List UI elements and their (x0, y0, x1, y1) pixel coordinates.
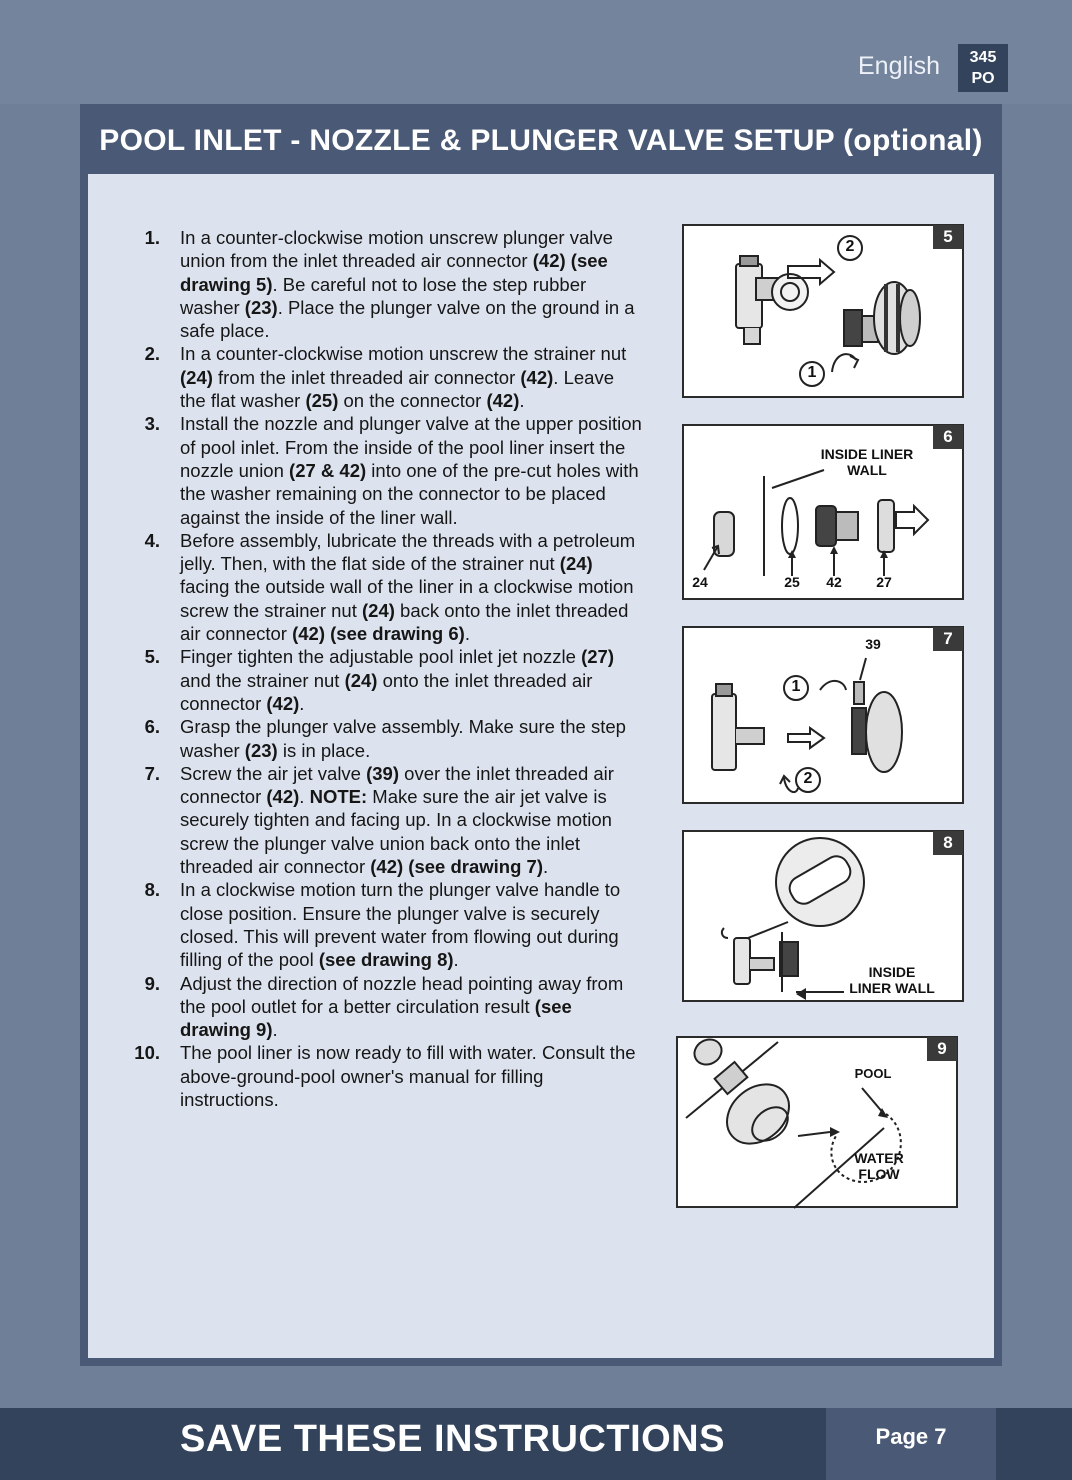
footer-save-instructions: SAVE THESE INSTRUCTIONS (180, 1418, 725, 1460)
step-text: Before assembly, lubricate the threads with a petroleum jelly. Then, with the flat side of the strainer nut (180, 529, 636, 575)
drawing-7-callout-2: 2 (803, 770, 813, 787)
step-text: (42) (see drawing 5) (180, 250, 608, 295)
step-text: . (464, 623, 470, 645)
instruction-step (124, 412, 644, 528)
step-text: The pool liner is now ready to fill with water. Consult the above-ground-pool owner's manual for filling instructions. (180, 1042, 636, 1110)
instruction-step (124, 342, 644, 412)
step-text: (see drawing 8) (318, 949, 454, 971)
inside-liner-wall-label: INSIDE LINER WALL (820, 446, 914, 478)
step-text: (42) (486, 390, 520, 412)
step-text: . (453, 949, 459, 971)
page-number: Page 7 (826, 1408, 996, 1480)
drawing-7-illustration (684, 628, 966, 806)
model-code-top: 345 (969, 49, 997, 66)
instruction-step (124, 878, 644, 971)
part-39-label: 39 (865, 636, 881, 652)
step-text: (42) (see drawing 6) (292, 623, 465, 645)
section-title: POOL INLET - NOZZLE & PLUNGER VALVE SETUP (optional) (99, 124, 983, 157)
step-text: (27) (581, 646, 614, 668)
step-text: . (519, 390, 525, 412)
step-text: and the strainer nut (180, 669, 345, 691)
instruction-step (124, 226, 644, 342)
step-text: from the inlet threaded air connector (212, 366, 521, 388)
step-text: (24) (559, 553, 593, 575)
step-number: 7. (144, 762, 160, 784)
step-number: 1. (144, 227, 160, 248)
step-text: Screw the air jet valve (180, 762, 367, 784)
drawing-number: 8 (933, 831, 963, 855)
part-27-label: 27 (876, 574, 892, 590)
step-text: Adjust the direction of nozzle head pointing away from the pool outlet for a better circulation result (180, 972, 624, 1017)
part-42-label: 42 (826, 574, 842, 590)
drawing-9-illustration (678, 1038, 960, 1210)
instruction-step (124, 972, 644, 1042)
step-text: is in place. (277, 739, 371, 761)
step-number: 2. (144, 343, 160, 365)
step-text: Install the nozzle and plunger valve at the upper position of pool inlet. From the inside of the pool liner insert the nozzle union (180, 413, 642, 481)
step-text: on the connector (338, 390, 487, 412)
content-panel (88, 174, 994, 1358)
step-text: into one of the pre-cut holes with the washer remaining on the connector to be placed against the inside of the liner wall. (180, 459, 639, 528)
step-text: (42) (see drawing 7) (370, 856, 543, 878)
drawing-9 (676, 1036, 958, 1208)
step-text: In a clockwise motion turn the plunger valve handle to close position. Ensure the plunger valve is securely closed. This will prevent water from flowing out during filling of the pool (180, 879, 621, 971)
drawing-7 (682, 626, 964, 804)
step-text: . (299, 692, 305, 714)
step-text: (39) (366, 762, 400, 784)
instruction-step (124, 529, 644, 645)
step-number: 6. (144, 716, 160, 738)
drawing-7-callout-1: 1 (791, 678, 801, 695)
instruction-step (124, 645, 644, 715)
step-number: 4. (144, 529, 160, 551)
step-text: onto the inlet threaded air connector (180, 669, 593, 714)
step-text: . Place the plunger valve on the ground in a safe place. (180, 296, 635, 342)
step-text: . (542, 856, 549, 878)
drawing-number: 5 (933, 225, 963, 249)
instruction-steps (124, 226, 644, 1111)
water-flow-label: WATER FLOW (854, 1150, 904, 1182)
step-number: 8. (144, 879, 160, 901)
pool-label: POOL (854, 1066, 892, 1081)
instruction-step (124, 715, 644, 762)
step-text: (42) (266, 692, 300, 714)
model-code-bottom: PO (971, 70, 995, 87)
drawing-5 (682, 224, 964, 398)
step-text: (42) (520, 366, 554, 388)
instruction-step (124, 762, 644, 878)
step-text: . Be careful not to lose the step rubber washer (180, 273, 587, 318)
step-text: over the inlet threaded air connector (180, 762, 614, 808)
drawing-5-callout-1: 1 (807, 364, 817, 381)
step-text: (42) (266, 786, 300, 808)
step-text: (23) (244, 296, 278, 318)
footer-bar (0, 1408, 1072, 1480)
part-24-label: 24 (692, 574, 708, 590)
step-text: (27 & 42) (289, 459, 367, 481)
part-25-label: 25 (784, 574, 800, 590)
section-frame (80, 104, 1002, 1366)
step-text: . Leave the flat washer (180, 366, 614, 412)
step-text: In a counter-clockwise motion unscrew plunger valve union from the inlet threaded air connector (180, 227, 613, 272)
drawing-6 (682, 424, 964, 600)
step-text: (24) (180, 366, 213, 388)
step-text: (see drawing 9) (180, 995, 572, 1041)
model-code-badge (958, 44, 1008, 92)
drawing-5-illustration (684, 226, 966, 400)
language-label: English (858, 52, 940, 80)
step-text: (25) (305, 390, 339, 412)
step-text: (24) (344, 669, 378, 691)
step-text: Grasp the plunger valve assembly. Make sure the step washer (180, 716, 626, 761)
step-text: facing the outside wall of the liner in a clockwise motion screw the strainer nut (180, 576, 634, 621)
step-text: (23) (244, 739, 278, 761)
instruction-step (124, 1041, 644, 1111)
step-number: 10. (134, 1042, 160, 1064)
step-number: 5. (144, 646, 160, 668)
drawing-8 (682, 830, 964, 1002)
step-text: Finger tighten the adjustable pool inlet jet nozzle (180, 646, 582, 668)
step-text: . (299, 786, 310, 808)
step-text: (24) (362, 599, 395, 621)
step-text: NOTE: (309, 786, 368, 808)
step-number: 3. (144, 413, 160, 435)
step-text: back onto the inlet threaded air connector (180, 599, 629, 645)
step-text: . (272, 1019, 278, 1041)
drawing-5-callout-2: 2 (845, 238, 855, 255)
inside-liner-wall-label: INSIDE LINER WALL (849, 964, 935, 996)
step-number: 9. (144, 972, 160, 994)
drawing-number: 9 (927, 1037, 957, 1061)
step-text: In a counter-clockwise motion unscrew the strainer nut (180, 343, 627, 365)
step-text: Make sure the air jet valve is securely tighten and facing up. In a clockwise motion screw the plunger valve union back onto the inlet threaded air connector (180, 786, 612, 878)
drawing-number: 7 (933, 627, 963, 651)
drawing-number: 6 (933, 425, 963, 449)
